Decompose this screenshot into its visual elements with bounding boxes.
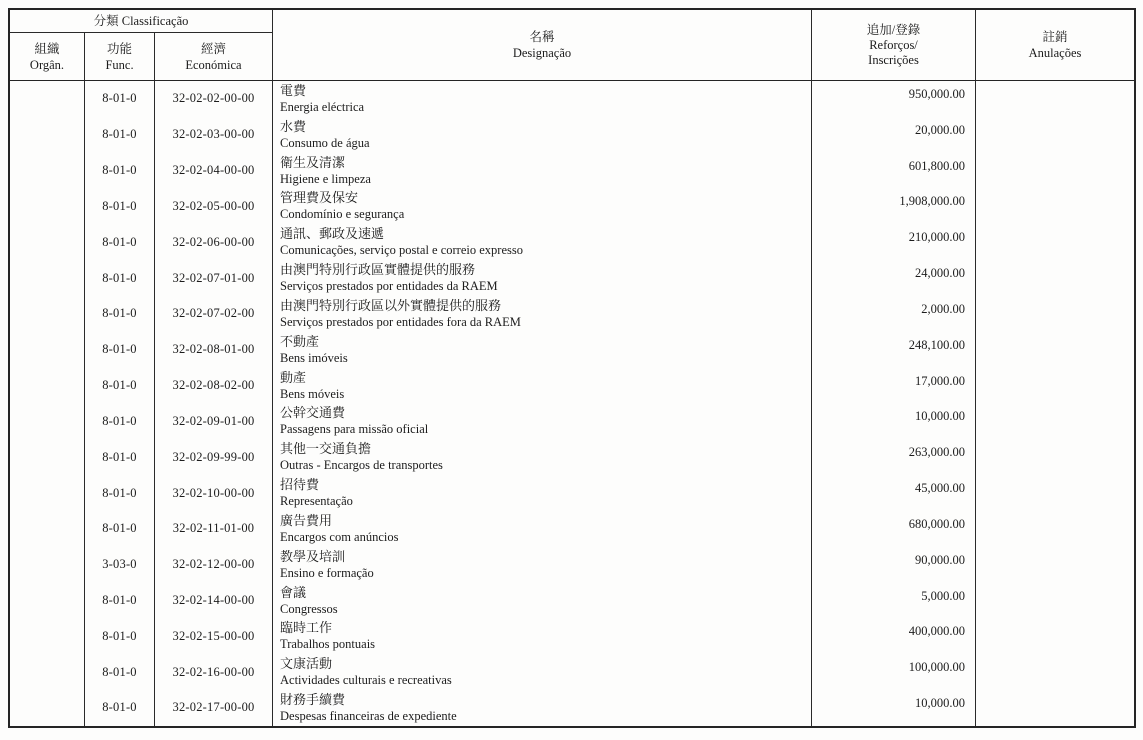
cell-organization bbox=[10, 224, 85, 260]
cell-reinforcement-amount: 210,000.00 bbox=[812, 224, 976, 260]
cell-reinforcement-amount: 263,000.00 bbox=[812, 439, 976, 475]
cell-annulment-amount bbox=[976, 583, 1134, 619]
designation-chinese: 公幹交通費 bbox=[280, 405, 346, 421]
header-organization-pt: Orgân. bbox=[29, 57, 65, 72]
cell-designation bbox=[273, 618, 812, 654]
table-row bbox=[10, 690, 1134, 726]
cell-annulment-amount bbox=[976, 117, 1134, 153]
header-annulments-pt: Anulações bbox=[1028, 46, 1082, 60]
budget-table bbox=[8, 8, 1136, 728]
header-function-pt: Func. bbox=[105, 57, 134, 72]
designation-portuguese: Serviços prestados por entidades fora da RAEM bbox=[280, 314, 521, 329]
cell-annulment-amount bbox=[976, 475, 1134, 511]
header-designation-zh: 名稱 bbox=[529, 30, 555, 44]
table-row bbox=[10, 403, 1134, 439]
cell-function-code: 8-01-0 bbox=[85, 475, 155, 511]
cell-function-code: 8-01-0 bbox=[85, 260, 155, 296]
table-header bbox=[10, 10, 1134, 81]
cell-organization bbox=[10, 368, 85, 404]
cell-organization bbox=[10, 188, 85, 224]
header-designation bbox=[273, 10, 812, 80]
cell-reinforcement-amount: 20,000.00 bbox=[812, 117, 976, 153]
cell-organization bbox=[10, 153, 85, 189]
cell-annulment-amount bbox=[976, 547, 1134, 583]
cell-designation bbox=[273, 332, 812, 368]
cell-function-code: 8-01-0 bbox=[85, 224, 155, 260]
designation-portuguese: Passagens para missão oficial bbox=[280, 422, 429, 437]
designation-chinese: 由澳門特別行政區實體提供的服務 bbox=[280, 262, 476, 278]
cell-reinforcement-amount: 17,000.00 bbox=[812, 368, 976, 404]
header-economic-pt: Económica bbox=[185, 57, 242, 72]
designation-chinese: 由澳門特別行政區以外實體提供的服務 bbox=[280, 297, 502, 313]
header-designation-pt: Designação bbox=[512, 46, 572, 60]
cell-designation bbox=[273, 224, 812, 260]
table-row bbox=[10, 81, 1134, 117]
cell-annulment-amount bbox=[976, 511, 1134, 547]
header-reinforcements bbox=[812, 10, 976, 80]
header-classification bbox=[10, 10, 273, 33]
cell-organization bbox=[10, 260, 85, 296]
designation-portuguese: Ensino e formação bbox=[280, 565, 374, 580]
designation-chinese: 水費 bbox=[280, 118, 307, 134]
designation-chinese: 衛生及清潔 bbox=[280, 154, 346, 170]
cell-annulment-amount bbox=[976, 81, 1134, 117]
cell-economic-code: 32-02-16-00-00 bbox=[155, 654, 273, 690]
header-function bbox=[85, 33, 155, 80]
cell-annulment-amount bbox=[976, 153, 1134, 189]
table-row bbox=[10, 260, 1134, 296]
designation-portuguese: Energia eléctrica bbox=[280, 100, 365, 114]
table-row bbox=[10, 224, 1134, 260]
cell-designation bbox=[273, 368, 812, 404]
cell-organization bbox=[10, 296, 85, 332]
header-organization-zh: 組織 bbox=[34, 41, 60, 56]
header-economic bbox=[155, 33, 273, 80]
cell-designation bbox=[273, 81, 812, 117]
designation-portuguese: Higiene e limpeza bbox=[280, 171, 371, 186]
cell-organization bbox=[10, 332, 85, 368]
cell-function-code: 3-03-0 bbox=[85, 547, 155, 583]
cell-organization bbox=[10, 403, 85, 439]
designation-chinese: 不動產 bbox=[280, 333, 320, 349]
designation-chinese: 廣告費用 bbox=[280, 512, 333, 528]
designation-portuguese: Trabalhos pontuais bbox=[280, 637, 376, 652]
cell-designation bbox=[273, 475, 812, 511]
header-function-zh: 功能 bbox=[106, 41, 132, 56]
cell-designation bbox=[273, 547, 812, 583]
cell-organization bbox=[10, 511, 85, 547]
cell-annulment-amount bbox=[976, 439, 1134, 475]
designation-portuguese: Representação bbox=[280, 494, 353, 509]
cell-designation bbox=[273, 583, 812, 619]
table-row bbox=[10, 153, 1134, 189]
cell-economic-code: 32-02-08-01-00 bbox=[155, 332, 273, 368]
cell-organization bbox=[10, 654, 85, 690]
designation-chinese: 財務手續費 bbox=[280, 692, 346, 708]
designation-chinese: 動產 bbox=[280, 369, 307, 385]
designation-portuguese: Outras - Encargos de transportes bbox=[280, 458, 443, 473]
designation-portuguese: Consumo de água bbox=[280, 135, 370, 150]
cell-annulment-amount bbox=[976, 618, 1134, 654]
cell-designation bbox=[273, 690, 812, 726]
designation-portuguese: Actividades culturais e recreativas bbox=[280, 673, 452, 688]
table-row bbox=[10, 583, 1134, 619]
table-row bbox=[10, 188, 1134, 224]
cell-reinforcement-amount: 400,000.00 bbox=[812, 618, 976, 654]
cell-economic-code: 32-02-06-00-00 bbox=[155, 224, 273, 260]
cell-economic-code: 32-02-07-01-00 bbox=[155, 260, 273, 296]
designation-portuguese: Bens imóveis bbox=[280, 350, 348, 365]
cell-reinforcement-amount: 10,000.00 bbox=[812, 403, 976, 439]
cell-annulment-amount bbox=[976, 368, 1134, 404]
cell-reinforcement-amount: 248,100.00 bbox=[812, 332, 976, 368]
header-classification-label: 分類 Classificação bbox=[93, 14, 189, 28]
cell-function-code: 8-01-0 bbox=[85, 153, 155, 189]
cell-designation bbox=[273, 296, 812, 332]
designation-chinese: 教學及培訓 bbox=[280, 548, 346, 564]
designation-chinese: 通訊、郵政及速遞 bbox=[280, 226, 385, 242]
cell-designation bbox=[273, 260, 812, 296]
cell-organization bbox=[10, 547, 85, 583]
cell-reinforcement-amount: 1,908,000.00 bbox=[812, 188, 976, 224]
cell-economic-code: 32-02-09-99-00 bbox=[155, 439, 273, 475]
cell-reinforcement-amount: 10,000.00 bbox=[812, 690, 976, 726]
designation-portuguese: Bens móveis bbox=[280, 386, 345, 401]
table-row bbox=[10, 475, 1134, 511]
cell-function-code: 8-01-0 bbox=[85, 583, 155, 619]
cell-function-code: 8-01-0 bbox=[85, 368, 155, 404]
cell-designation bbox=[273, 403, 812, 439]
cell-annulment-amount bbox=[976, 690, 1134, 726]
cell-economic-code: 32-02-08-02-00 bbox=[155, 368, 273, 404]
cell-designation bbox=[273, 439, 812, 475]
cell-annulment-amount bbox=[976, 654, 1134, 690]
cell-reinforcement-amount: 100,000.00 bbox=[812, 654, 976, 690]
cell-reinforcement-amount: 5,000.00 bbox=[812, 583, 976, 619]
designation-portuguese: Comunicações, serviço postal e correio expresso bbox=[280, 243, 523, 258]
cell-economic-code: 32-02-11-01-00 bbox=[155, 511, 273, 547]
header-annulments-zh: 註銷 bbox=[1042, 30, 1068, 44]
table-row bbox=[10, 547, 1134, 583]
table-row bbox=[10, 618, 1134, 654]
cell-organization bbox=[10, 475, 85, 511]
cell-economic-code: 32-02-03-00-00 bbox=[155, 117, 273, 153]
cell-economic-code: 32-02-14-00-00 bbox=[155, 583, 273, 619]
table-row bbox=[10, 368, 1134, 404]
table-body bbox=[10, 81, 1134, 726]
cell-organization bbox=[10, 690, 85, 726]
cell-function-code: 8-01-0 bbox=[85, 511, 155, 547]
designation-chinese: 文康活動 bbox=[280, 656, 333, 672]
cell-designation bbox=[273, 117, 812, 153]
cell-function-code: 8-01-0 bbox=[85, 654, 155, 690]
cell-reinforcement-amount: 24,000.00 bbox=[812, 260, 976, 296]
cell-function-code: 8-01-0 bbox=[85, 188, 155, 224]
designation-portuguese: Serviços prestados por entidades da RAEM bbox=[280, 279, 498, 294]
cell-function-code: 8-01-0 bbox=[85, 403, 155, 439]
designation-chinese: 臨時工作 bbox=[280, 620, 333, 636]
cell-organization bbox=[10, 81, 85, 117]
cell-annulment-amount bbox=[976, 260, 1134, 296]
cell-annulment-amount bbox=[976, 403, 1134, 439]
cell-function-code: 8-01-0 bbox=[85, 117, 155, 153]
cell-annulment-amount bbox=[976, 332, 1134, 368]
table-row bbox=[10, 117, 1134, 153]
designation-portuguese: Congressos bbox=[280, 601, 338, 616]
cell-function-code: 8-01-0 bbox=[85, 618, 155, 654]
cell-function-code: 8-01-0 bbox=[85, 296, 155, 332]
cell-economic-code: 32-02-02-00-00 bbox=[155, 81, 273, 117]
cell-economic-code: 32-02-15-00-00 bbox=[155, 618, 273, 654]
header-reinforcements-pt1: Reforços/ bbox=[869, 37, 918, 52]
designation-chinese: 會議 bbox=[280, 584, 307, 600]
cell-designation bbox=[273, 153, 812, 189]
cell-reinforcement-amount: 90,000.00 bbox=[812, 547, 976, 583]
header-reinforcements-pt2: Inscrições bbox=[868, 52, 919, 67]
cell-economic-code: 32-02-10-00-00 bbox=[155, 475, 273, 511]
table-row bbox=[10, 511, 1134, 547]
cell-function-code: 8-01-0 bbox=[85, 690, 155, 726]
cell-function-code: 8-01-0 bbox=[85, 332, 155, 368]
designation-portuguese: Despesas financeiras de expediente bbox=[280, 709, 457, 724]
designation-chinese: 其他一交通負擔 bbox=[280, 441, 372, 457]
designation-chinese: 電費 bbox=[280, 83, 307, 98]
cell-economic-code: 32-02-04-00-00 bbox=[155, 153, 273, 189]
cell-economic-code: 32-02-12-00-00 bbox=[155, 547, 273, 583]
cell-designation bbox=[273, 511, 812, 547]
cell-organization bbox=[10, 117, 85, 153]
cell-annulment-amount bbox=[976, 224, 1134, 260]
table-row bbox=[10, 296, 1134, 332]
header-economic-zh: 經濟 bbox=[200, 41, 226, 56]
designation-chinese: 招待費 bbox=[280, 477, 320, 493]
cell-function-code: 8-01-0 bbox=[85, 439, 155, 475]
designation-portuguese: Condomínio e segurança bbox=[280, 207, 405, 222]
cell-reinforcement-amount: 2,000.00 bbox=[812, 296, 976, 332]
cell-economic-code: 32-02-05-00-00 bbox=[155, 188, 273, 224]
cell-organization bbox=[10, 618, 85, 654]
cell-annulment-amount bbox=[976, 188, 1134, 224]
cell-reinforcement-amount: 950,000.00 bbox=[812, 81, 976, 117]
table-row bbox=[10, 439, 1134, 475]
cell-annulment-amount bbox=[976, 296, 1134, 332]
table-row bbox=[10, 332, 1134, 368]
cell-economic-code: 32-02-07-02-00 bbox=[155, 296, 273, 332]
header-organization bbox=[10, 33, 85, 80]
cell-reinforcement-amount: 680,000.00 bbox=[812, 511, 976, 547]
header-annulments bbox=[976, 10, 1134, 80]
designation-portuguese: Encargos com anúncios bbox=[280, 529, 399, 544]
cell-reinforcement-amount: 601,800.00 bbox=[812, 153, 976, 189]
header-reinforcements-zh: 追加/登錄 bbox=[866, 22, 921, 37]
designation-chinese: 管理費及保安 bbox=[280, 190, 359, 206]
cell-organization bbox=[10, 439, 85, 475]
cell-economic-code: 32-02-09-01-00 bbox=[155, 403, 273, 439]
table-row bbox=[10, 654, 1134, 690]
cell-designation bbox=[273, 188, 812, 224]
cell-economic-code: 32-02-17-00-00 bbox=[155, 690, 273, 726]
cell-reinforcement-amount: 45,000.00 bbox=[812, 475, 976, 511]
cell-designation bbox=[273, 654, 812, 690]
cell-function-code: 8-01-0 bbox=[85, 81, 155, 117]
cell-organization bbox=[10, 583, 85, 619]
